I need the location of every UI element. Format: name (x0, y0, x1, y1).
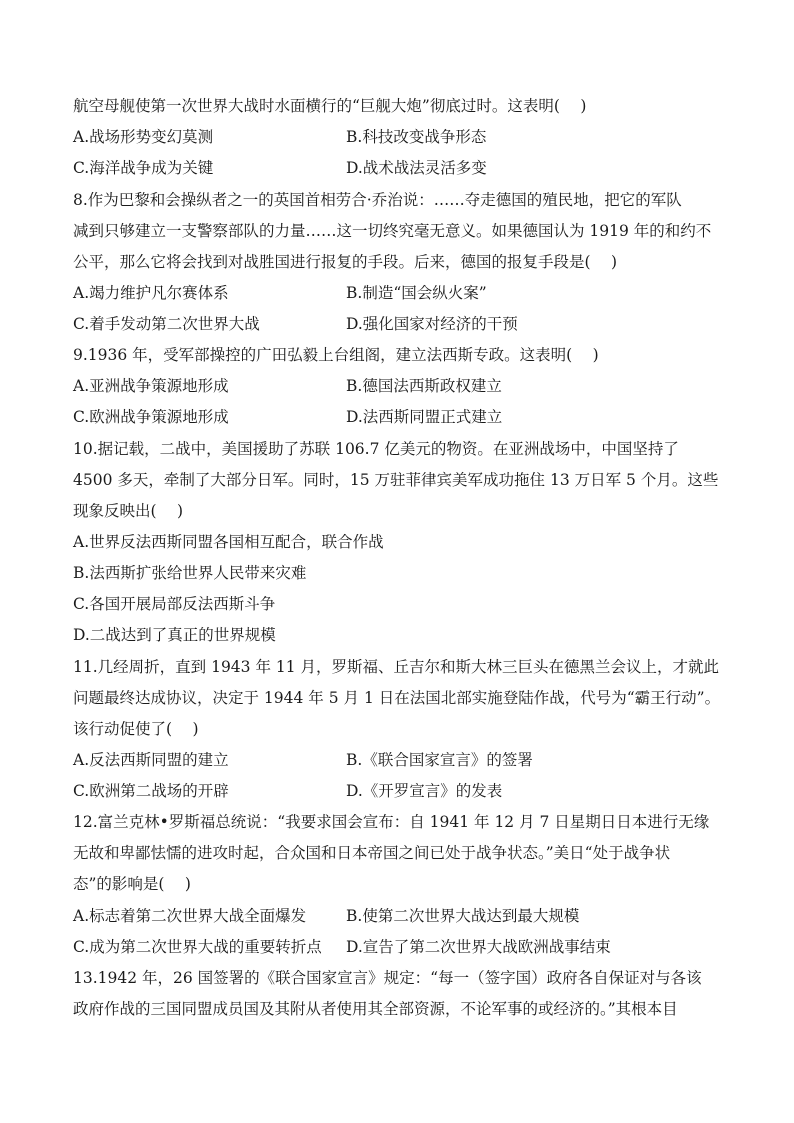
q10-option-a[interactable]: A.世界反法西斯同盟各国相互配合，联合作战 (73, 533, 384, 551)
q12-option-a[interactable]: A.标志着第二次世界大战全面爆发 (73, 907, 307, 925)
q10-stem-line-3: 现象反映出( ) (73, 502, 184, 520)
q11-option-a[interactable]: A.反法西斯同盟的建立 (73, 751, 229, 769)
q11-stem-line-1: 11.几经周折，直到 1943 年 11 月，罗斯福、丘吉尔和斯大林三巨头在德黑兰会议上，才就此 (73, 658, 720, 676)
q7-option-a[interactable]: A.战场形势变幻莫测 (73, 128, 214, 146)
q12-stem-line-2: 无故和卑鄙怯懦的进攻时起，合众国和日本帝国之间已处于战争状态。”美日“处于战争状 (73, 844, 671, 862)
q10-option-b[interactable]: B.法西斯扩张给世界人民带来灾难 (73, 564, 307, 582)
q10-option-c[interactable]: C.各国开展局部反法西斯斗争 (73, 595, 276, 613)
q11-stem-line-3: 该行动促使了( ) (73, 720, 199, 738)
q11-option-c[interactable]: C.欧洲第二战场的开辟 (73, 782, 229, 800)
q10-stem-line-1: 10.据记载，二战中，美国援助了苏联 106.7 亿美元的物资。在亚洲战场中，中国坚持了 (73, 440, 679, 458)
q8-option-c[interactable]: C.着手发动第二次世界大战 (73, 315, 260, 333)
q7-stem-line: 航空母舰使第一次世界大战时水面横行的“巨舰大炮”彻底过时。这表明( ) (73, 97, 587, 115)
q8-option-b[interactable]: B.制造“国会纵火案” (346, 284, 487, 302)
q9-option-c[interactable]: C.欧洲战争策源地形成 (73, 408, 229, 426)
q10-option-d[interactable]: D.二战达到了真正的世界规模 (73, 626, 276, 644)
q12-stem-line-3: 态”的影响是( ) (73, 875, 191, 893)
q13-stem-line-1: 13.1942 年，26 国签署的《联合国家宣言》规定：“每一（签字国）政府各自保证对与各该 (73, 969, 702, 987)
q10-stem-line-2: 4500 多天，牵制了大部分日军。同时，15 万驻菲律宾美军成功拖住 13 万日军 5 个月。这些 (73, 471, 719, 489)
q11-stem-line-2: 问题最终达成协议，决定于 1944 年 5 月 1 日在法国北部实施登陆作战，代号为“霸王行动”。 (73, 689, 721, 707)
q9-option-a[interactable]: A.亚洲战争策源地形成 (73, 377, 229, 395)
q11-option-d[interactable]: D.《开罗宣言》的发表 (346, 782, 503, 800)
q8-option-a[interactable]: A.竭力维护凡尔赛体系 (73, 284, 229, 302)
q9-option-d[interactable]: D.法西斯同盟正式建立 (346, 408, 503, 426)
q9-option-b[interactable]: B.德国法西斯政权建立 (346, 377, 502, 395)
q8-option-d[interactable]: D.强化国家对经济的干预 (346, 315, 518, 333)
q7-option-b[interactable]: B.科技改变战争形态 (346, 128, 487, 146)
q13-stem-line-2: 政府作战的三国同盟成员国及其附从者使用其全部资源，不论军事的或经济的。”其根本目 (73, 1000, 678, 1018)
q12-option-d[interactable]: D.宣告了第二次世界大战欧洲战事结束 (346, 938, 611, 956)
q8-stem-line-2: 减到只够建立一支警察部队的力量……这一切终究毫无意义。如果德国认为 1919 年的和约不 (73, 222, 712, 240)
q7-option-c[interactable]: C.海洋战争成为关键 (73, 159, 214, 177)
q7-option-d[interactable]: D.战术战法灵活多变 (346, 159, 487, 177)
q11-option-b[interactable]: B.《联合国家宣言》的签署 (346, 751, 533, 769)
q12-option-b[interactable]: B.使第二次世界大战达到最大规模 (346, 907, 580, 925)
q12-option-c[interactable]: C.成为第二次世界大战的重要转折点 (73, 938, 322, 956)
q9-stem-line-1: 9.1936 年，受军部操控的广田弘毅上台组阁，建立法西斯专政。这表明( ) (73, 346, 599, 364)
q8-stem-line-3: 公平，那么它将会找到对战胜国进行报复的手段。后来，德国的报复手段是( ) (73, 253, 618, 271)
q12-stem-line-1: 12.富兰克林•罗斯福总统说：“我要求国会宣布：自 1941 年 12 月 7 日星期日日本进行无缘 (73, 813, 710, 831)
q8-stem-line-1: 8.作为巴黎和会操纵者之一的英国首相劳合·乔治说：……夺走德国的殖民地，把它的军队 (73, 191, 682, 209)
